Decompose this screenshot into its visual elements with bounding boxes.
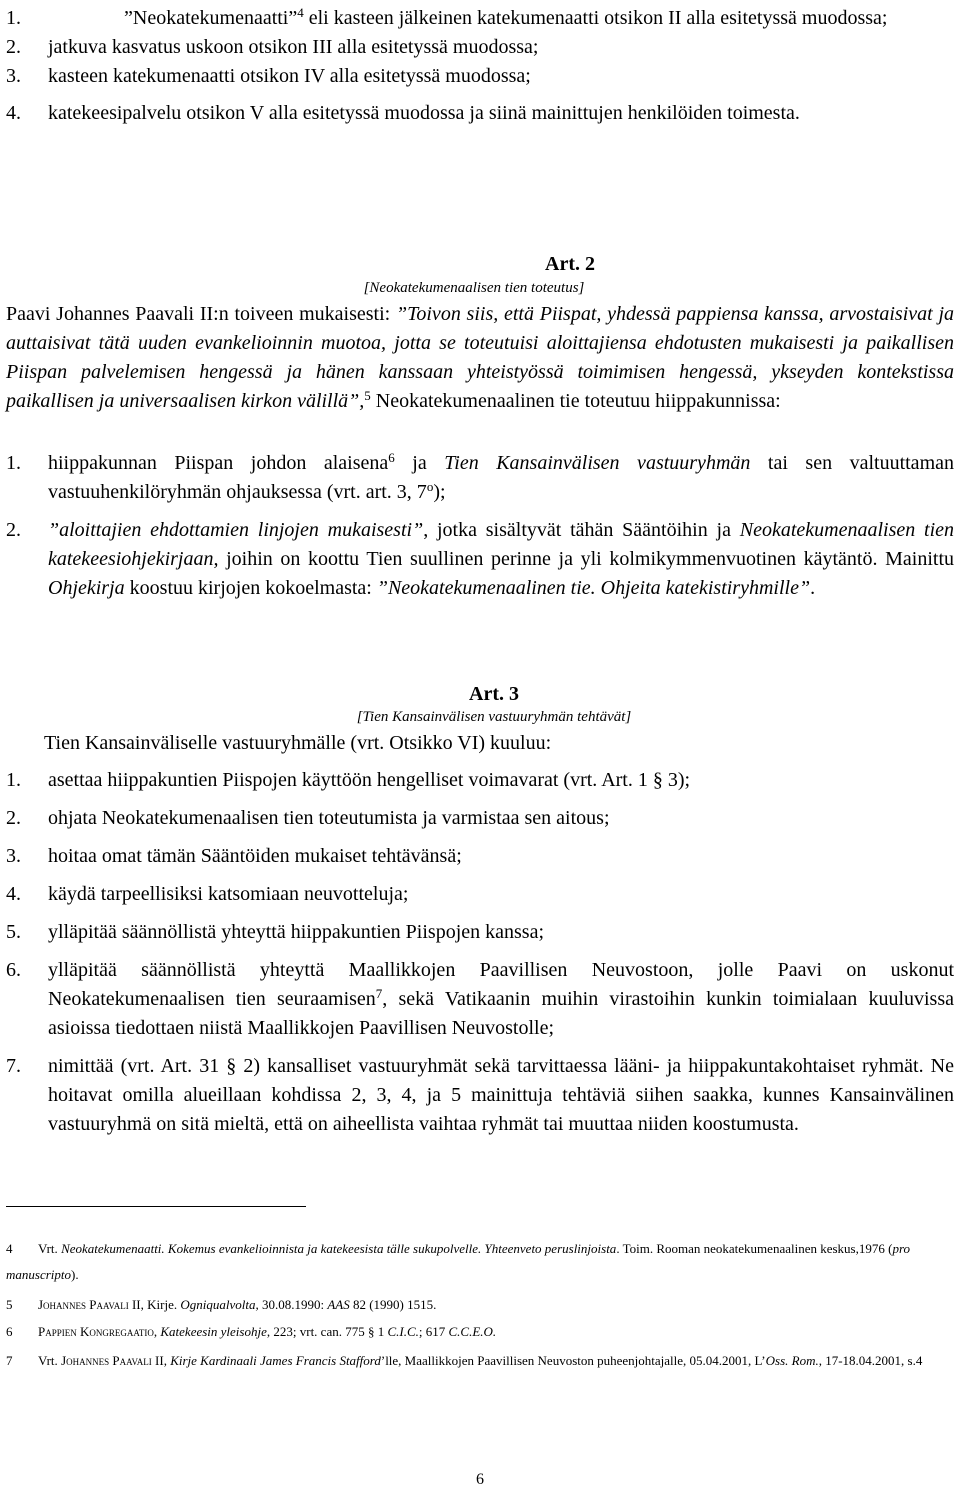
item-text: ja xyxy=(394,452,445,474)
footnote-text-italic: Katekeesin yleisohje xyxy=(160,1324,267,1339)
footnote-4 xyxy=(6,1236,954,1288)
footnote-ref: 5 xyxy=(364,388,371,403)
footnote-number: 4 xyxy=(6,1241,13,1256)
top-list xyxy=(6,4,954,128)
footnote-text-italic: Ogniqualvolta, xyxy=(180,1297,259,1312)
footnote-text: 30.08.1990: xyxy=(258,1297,328,1312)
item-number: 2. xyxy=(6,807,21,829)
item-text: katekeesipalvelu otsikon V alla esitetyssä muodossa ja siinä mainittujen henkilöiden toimesta. xyxy=(48,102,800,124)
footnote-7 xyxy=(6,1348,954,1374)
item-number: 1. xyxy=(6,7,21,29)
item-number: 5. xyxy=(6,921,21,943)
footnote-author: Johannes Paavali xyxy=(38,1297,129,1312)
item-text: käydä tarpeellisiksi katsomiaan neuvotteluja; xyxy=(48,883,409,905)
footnote-text: . Toim. Rooman neokatekumenaalinen keskus,1976 ( xyxy=(616,1241,893,1256)
footnote-6 xyxy=(6,1319,954,1345)
footnote-text: ’lle, Maallikkojen Paavillisen Neuvoston puheenjohtajalle, 05.04.2001, L’ xyxy=(380,1353,766,1368)
page-number: 6 xyxy=(476,1471,484,1488)
article-2-list xyxy=(6,449,954,603)
item-text-italic: Tien Kansainvälisen vastuuryhmän xyxy=(444,452,751,474)
item-text-start: ”Neokatekumenaatti” xyxy=(124,7,298,29)
footnote-author: Johannes Paavali xyxy=(61,1353,152,1368)
superscript: o xyxy=(426,479,434,494)
item-text: hiippakunnan Piispan johdon alaisena xyxy=(48,452,389,474)
item-number: 7. xyxy=(6,1055,21,1077)
item-text: hoitaa omat tämän Sääntöiden mukaiset tehtävänsä; xyxy=(48,845,462,867)
list-item xyxy=(6,99,954,128)
papal-quote: ”Toivon siis, että Piispat, yhdessä pappiensa kanssa, arvostaisivat ja auttaisivat tätä uuden evankelioinnin muotoa, jotta se toteutuisi aloittajiensa ehdotusten mukaisesti ja paikallisen Piispan palvelemisen hengessä ja hänen kanssaan yhteistyössä toimimisen hengessä, ykseyden kontekstissa paikallisen ja universaalisen kirkon välillä”, xyxy=(6,303,955,412)
footnote-author: Pappien Kongregaatio xyxy=(38,1324,154,1339)
footnote-text-italic: Neokatekumenaatti. Kokemus evankelioinnista ja katekeesista tälle sukupolvelle. Yhteenveto peruslinjoista xyxy=(61,1241,617,1256)
list-item xyxy=(6,1052,954,1139)
item-number: 1. xyxy=(6,452,21,474)
item-number: 4. xyxy=(6,883,21,905)
footnote-text: Vrt. xyxy=(38,1241,62,1256)
item-text: koostuu kirjojen kokoelmasta: xyxy=(124,577,377,599)
intro-text-end: Neokatekumenaalinen tie toteutuu hiippakunnissa: xyxy=(370,390,781,412)
list-item xyxy=(6,766,954,795)
footnote-separator xyxy=(6,1206,306,1207)
footnote-number: 5 xyxy=(6,1297,13,1312)
list-item xyxy=(6,918,954,947)
item-text: ohjata Neokatekumenaalisen tien toteutumista ja varmistaa sen aitous; xyxy=(48,807,610,829)
item-text-italic: Neokatekumenaalisen tien katekeesiohjekirjaan, xyxy=(48,519,955,570)
article-2-intro xyxy=(6,300,954,416)
list-item xyxy=(6,516,954,603)
footnote-text-italic: Kirje Kardinaali James Francis Stafford xyxy=(170,1353,381,1368)
footnote-number: 7 xyxy=(6,1353,13,1368)
item-number: 2. xyxy=(6,519,21,541)
footnote-text: ; 617 xyxy=(418,1324,449,1339)
footnote-text-italic: C.I.C. xyxy=(387,1324,419,1339)
footnote-text: , xyxy=(153,1324,161,1339)
article-3-subtitle: [Tien Kansainvälisen vastuuryhmän tehtävät] xyxy=(356,709,632,725)
item-text: tai sen valtuuttaman vastuuhenkilöryhmän ohjauksessa (vrt. art. 3, 7 xyxy=(48,452,954,503)
item-text: kasteen katekumenaatti otsikon IV alla esitetyssä muodossa; xyxy=(48,65,531,87)
item-text: asettaa hiippakuntien Piispojen käyttöön hengelliset voimavarat (vrt. Art. 1 § 3); xyxy=(48,769,691,791)
footnote-text: , 223; vrt. can. 775 § 1 xyxy=(266,1324,388,1339)
article-3-list xyxy=(6,766,954,1139)
article-3-title: Art. 3 xyxy=(469,683,519,705)
list-item xyxy=(6,33,954,62)
list-item xyxy=(6,804,954,833)
article-3-intro: Tien Kansainväliselle vastuuryhmälle (vrt. Otsikko VI) kuuluu: xyxy=(44,732,552,754)
footnote-text-italic: pro manuscripto xyxy=(6,1241,911,1282)
footnote-text-italic: Oss. Rom. xyxy=(765,1353,819,1368)
footnote-text: II, xyxy=(151,1353,171,1368)
item-text: ylläpitää säännöllistä yhteyttä hiippakuntien Piispojen kanssa; xyxy=(48,921,545,943)
footnote-number: 6 xyxy=(6,1324,13,1339)
item-text: , jotka sisältyvät tähän Sääntöihin ja xyxy=(423,519,740,541)
footnote-text: II, Kirje. xyxy=(128,1297,181,1312)
footnote-text: 82 (1990) 1515. xyxy=(349,1297,437,1312)
item-number: 1. xyxy=(6,769,21,791)
item-number: 3. xyxy=(6,65,21,87)
item-text: ); xyxy=(433,481,446,503)
footnote-text: , 17-18.04.2001, s.4 xyxy=(818,1353,923,1368)
footnote-text-italic: C.C.E.O. xyxy=(448,1324,497,1339)
list-item xyxy=(6,842,954,871)
footnote-5 xyxy=(6,1292,954,1318)
item-text-end: eli kasteen jälkeinen katekumenaatti otsikon II alla esitetyssä muodossa; xyxy=(303,7,888,29)
footnote-ref: 4 xyxy=(297,5,304,20)
item-number: 4. xyxy=(6,102,21,124)
item-text-italic: ”Neokatekumenaalinen tie. Ohjeita katekistiryhmille” xyxy=(376,577,811,599)
footnote-text: Vrt. xyxy=(38,1353,62,1368)
list-item xyxy=(6,956,954,1043)
footnote-text: ). xyxy=(71,1267,79,1282)
footnote-ref: 7 xyxy=(375,986,383,1001)
item-text: jatkuva kasvatus uskoon otsikon III alla esitetyssä muodossa; xyxy=(48,36,539,58)
item-text: ylläpitää säännöllistä yhteyttä Maallikkojen Paavillisen Neuvostoon, jolle Paavi on uskonut Neokatekumenaalisen tien seuraamisen xyxy=(48,959,954,1010)
list-item xyxy=(6,880,954,909)
intro-text: Paavi Johannes Paavali II:n toiveen mukaisesti: xyxy=(6,303,396,325)
item-text-italic: ”aloittajien ehdottamien linjojen mukaisesti” xyxy=(48,519,424,541)
list-item xyxy=(6,62,954,91)
item-text: . xyxy=(810,577,816,599)
item-text: , sekä Vatikaanin muihin virastoihin kunkin toimialaan kuuluvissa asioissa tiedottaen niistä Maallikkojen Paavillisen Neuvostolle; xyxy=(48,988,954,1039)
item-text-italic: Ohjekirja xyxy=(48,577,125,599)
item-number: 2. xyxy=(6,36,21,58)
article-2-title: Art. 2 xyxy=(545,253,595,275)
list-item xyxy=(6,449,954,507)
item-number: 3. xyxy=(6,845,21,867)
list-item xyxy=(6,4,954,33)
footnote-text-italic: AAS xyxy=(327,1297,350,1312)
item-number: 6. xyxy=(6,959,21,981)
article-2-subtitle: [Neokatekumenaalisen tien toteutus] xyxy=(363,280,585,296)
item-text: nimittää (vrt. Art. 31 § 2) kansalliset vastuuryhmät sekä tarvittaessa lääni- ja hiippakuntakohtaiset ryhmät. Ne hoitavat omilla alueillaan kohdissa 2, 3, 4, ja 5 mainittuja tehtäviä siihen saakka, kunnes Kansainvälinen vastuuryhmä on sitä mieltä, että on aiheellista vaihtaa ryhmät tai muuttaa niiden koostumusta. xyxy=(48,1055,954,1135)
footnote-ref: 6 xyxy=(388,450,395,465)
item-text: joihin on koottu Tien suullinen perinne ja yli kolmikymmenvuotinen käytäntö. Mainittu xyxy=(218,548,954,570)
